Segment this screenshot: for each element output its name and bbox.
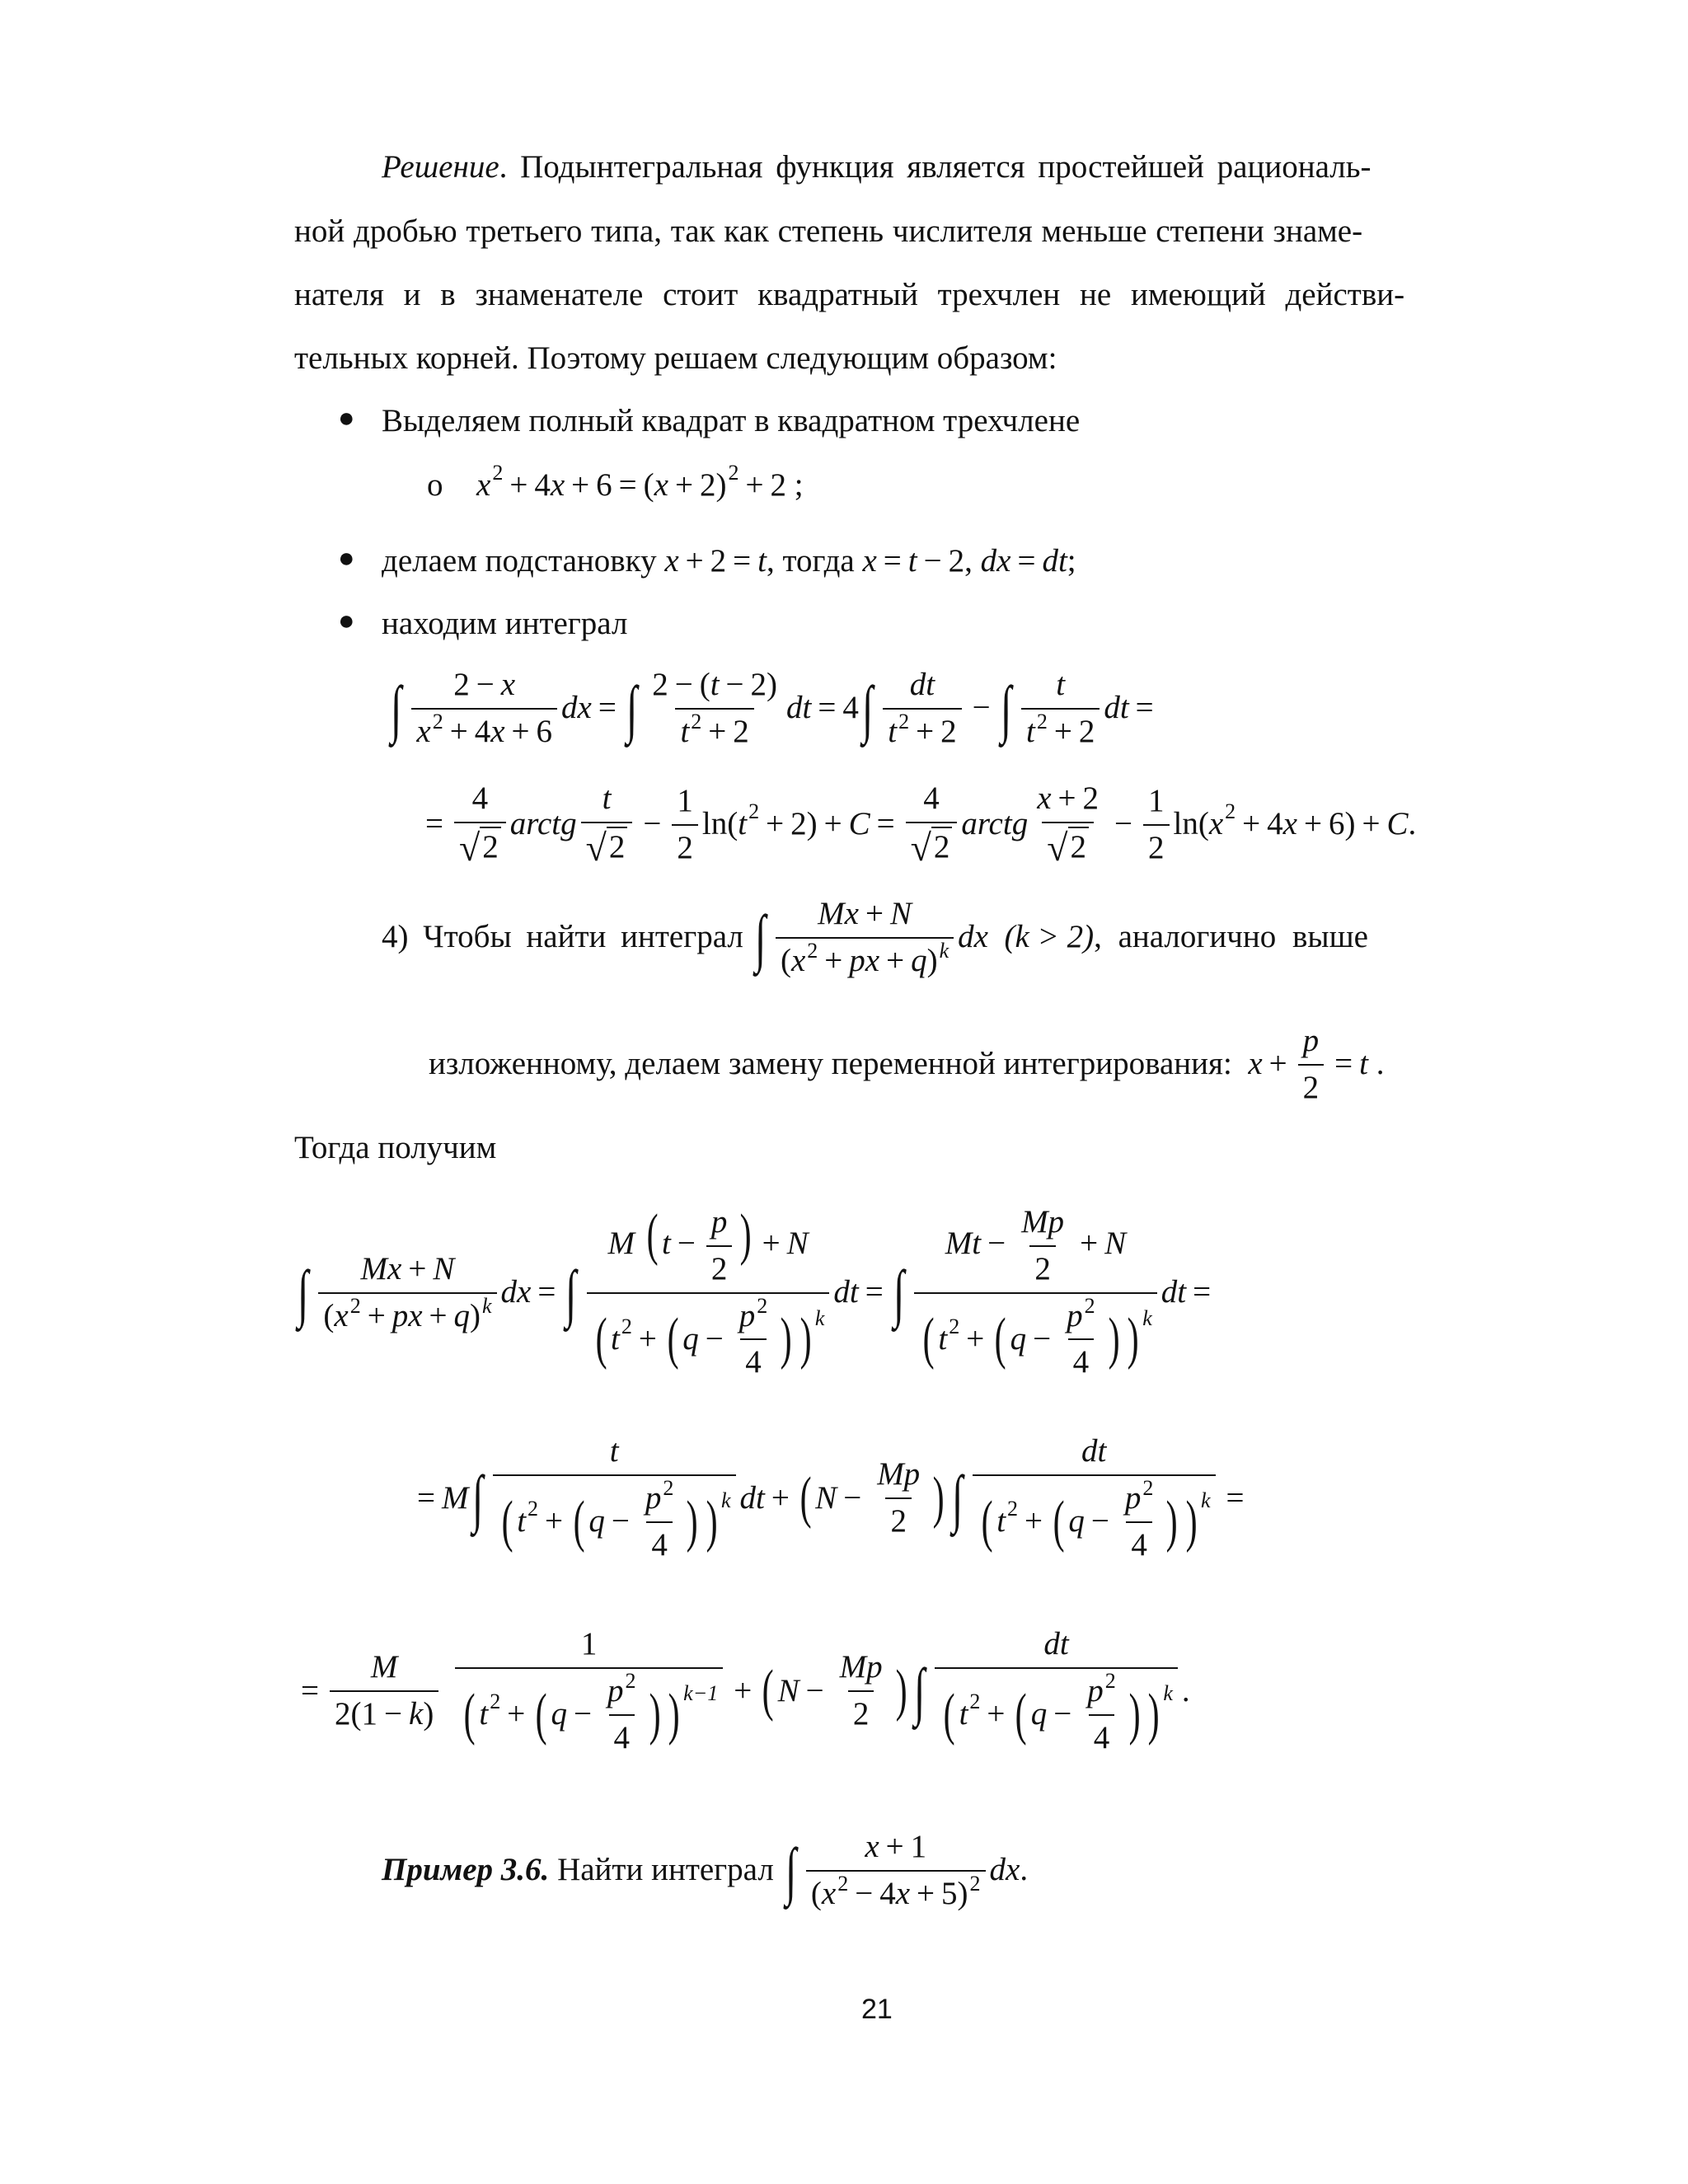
paragraph-line-2: ной дробью третьего типа, так как степень числителя меньше степени знаме- [294,213,1363,249]
item-4-line-2: изложенному, делаем замену переменной интегрирования: x + $\frac{p}{2}$ = t . [429,1022,1384,1108]
general-integral-line-1: ∫ $\frac{Mx + N}{(x^2 + px + q)^k}$ dx = ∫ M ( t − $\frac{p}{2}$ ) + N ( t 2 + ( q − $\frac{p^2}{4}$ ) ) k dt = ∫ Mt − $\frac{Mp}{2}$ + N ( t 2 + ( q − $\frac{p^2}{4}$ ) ) k dt = [294,1203,1217,1382]
bullet-dot: ● [338,606,355,636]
page-number: 21 [861,1994,893,2025]
bullet-2-line: делаем подстановку x + 2 = t , тогда x = t − 2, dx = dt ; [382,543,1076,579]
solution-label: Решение [382,149,499,185]
example-label: Пример 3.6. [382,1852,550,1888]
integral-formula-line-1: ∫ $\frac{2 - x}{x^2 + 4x + 6}$ dx = ∫ $\frac{2 - (t - 2)}{t^2 + 2}$ dt = 4 ∫ $\frac{dt}{t^2 + 2}$ − ∫ $\frac{t}{t^2 + 2}$ dt = [387,666,1160,752]
paragraph-line-1: Решение. Подынтегральная функция является простейшей рациональ- [382,149,1372,185]
paragraph-line-3: нателя и в знаменателе стоит квадратный трехчлен не имеющий действи- [294,277,1405,312]
item-4-line-3: Тогда получим [294,1130,497,1165]
bullet-dot: ● [338,543,355,574]
item-4-line-1: 4) Чтобы найти интеграл ∫ $\frac{Mx + N}{(x^2 + px + q)^k}$ dx (k > 2) , аналогично выше [382,895,1368,981]
sub-bullet-marker: o [427,467,443,503]
example-3-6-line: Пример 3.6. Найти интеграл ∫ $\frac{x + 1}{(x^2 - 4x + 5)^2}$ dx . [382,1828,1028,1914]
bullet-3-text: находим интеграл [382,606,628,641]
complete-square-formula: x 2 + 4 x + 6 = ( x + 2) 2 + 2 ; [476,460,804,503]
general-integral-line-3: = $\frac{M}{2(1 - k)}$ 1 ( t 2 + ( q − $\frac{p^2}{4}$ ) ) k−1 + ( N − $\frac{Mp}{2}$ ) ∫ dt ( t 2 + ( q − $\frac{p^2}{4}$ ) ) k . [294,1625,1190,1757]
bullet-dot: ● [338,403,355,434]
paragraph-line-4: тельных корней. Поэтому решаем следующим образом: [294,340,1057,376]
integral-formula-line-2: = 4 √ 2 arctg t √ 2 − $\frac{1}{2}$ ln( t 2 + 2) + C = 4 √ 2 arctg x + 2 √ 2 − $\frac{1}{2}$ ln( x 2 + 4 x + 6) + C . [425,780,1417,869]
bullet-1-text: Выделяем полный квадрат в квадратном трехчлене [382,403,1081,438]
general-integral-line-2: = M ∫ t ( t 2 + ( q − $\frac{p^2}{4}$ ) ) k dt + ( N − $\frac{Mp}{2}$ ) ∫ dt ( t 2 + ( q − $\frac{p^2}{4}$ ) ) k = [410,1432,1251,1564]
